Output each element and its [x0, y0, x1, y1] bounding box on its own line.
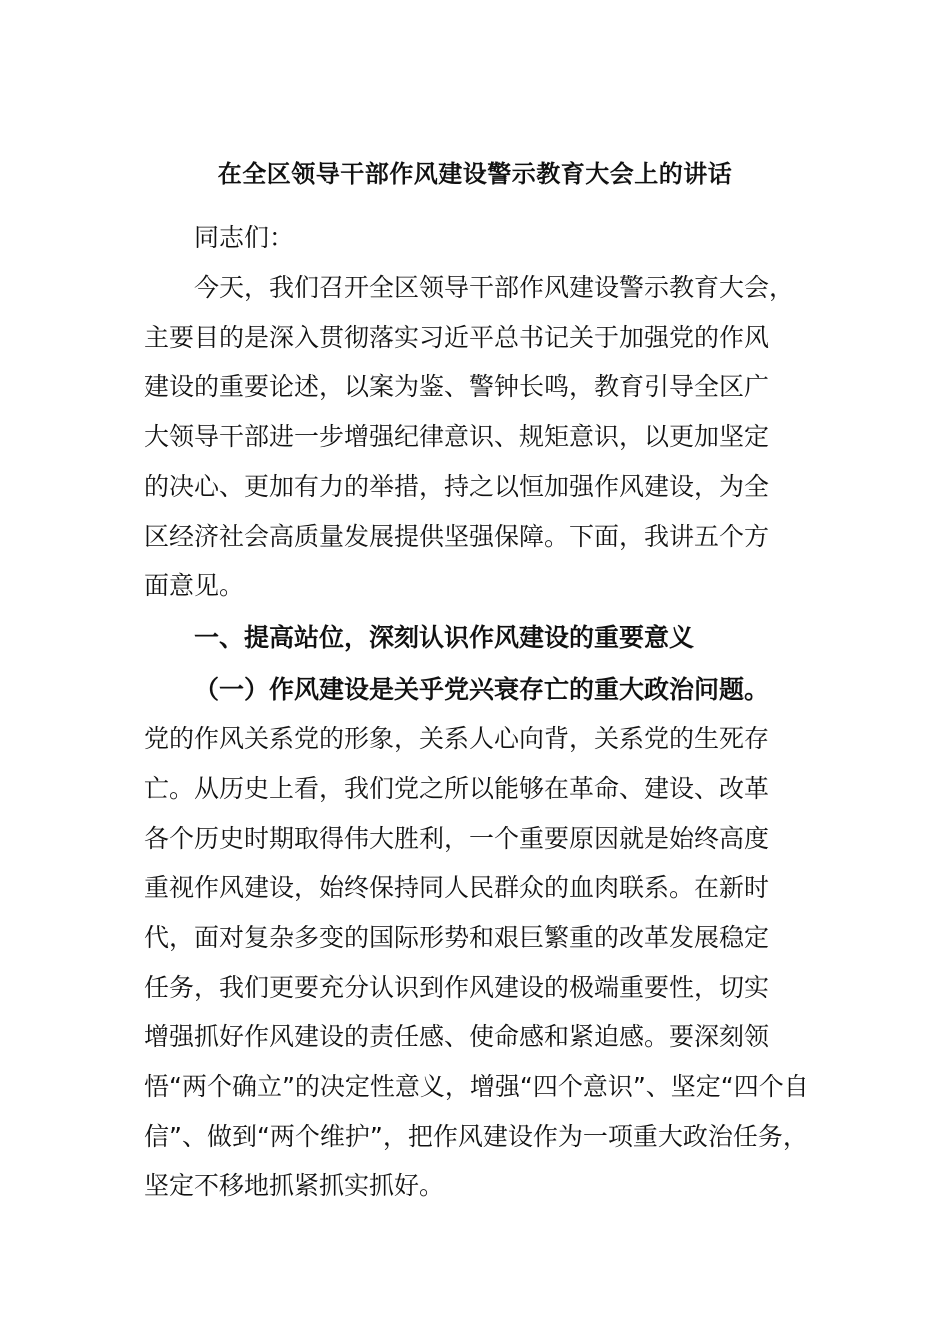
intro-line: 建设的重要论述，以案为鉴、警钟长鸣，教育引导全区广 [144, 372, 770, 401]
intro-line: 区经济社会高质量发展提供坚强保障。下面，我讲五个方 [144, 522, 770, 551]
intro-line: 主要目的是深入贯彻落实习近平总书记关于加强党的作风 [144, 323, 770, 352]
body-line: 悟“两个确立”的决定性意义，增强“四个意识”、坚定“四个自 [144, 1072, 809, 1101]
body-line: 坚定不移地抓紧抓实抓好。 [144, 1171, 445, 1200]
document-title: 在全区领导干部作风建设警示教育大会上的讲话 [217, 160, 733, 188]
body-line: 重视作风建设，始终保持同人民群众的血肉联系。在新时 [144, 873, 770, 902]
intro-line: 面意见。 [144, 571, 245, 600]
intro-line: 大领导干部进一步增强纪律意识、规矩意识，以更加坚定 [144, 422, 770, 451]
body-line: 各个历史时期取得伟大胜利，一个重要原因就是始终高度 [144, 824, 770, 853]
body-line: 亡。从历史上看，我们党之所以能够在革命、建设、改革 [144, 774, 770, 803]
body-line: 代，面对复杂多变的国际形势和艰巨繁重的改革发展稳定 [144, 923, 770, 952]
intro-line: 今天，我们召开全区领导干部作风建设警示教育大会， [194, 273, 795, 302]
body-line: 任务，我们更要充分认识到作风建设的极端重要性，切实 [144, 973, 770, 1002]
body-line: 增强抓好作风建设的责任感、使命感和紧迫感。要深刻领 [144, 1022, 770, 1051]
body-line: 党的作风关系党的形象，关系人心向背，关系党的生死存 [144, 724, 770, 753]
subsection-heading: （一）作风建设是关乎党兴衰存亡的重大政治问题。 [194, 675, 770, 704]
body-line: 信”、做到“两个维护”，把作风建设作为一项重大政治任务， [144, 1122, 808, 1151]
section-heading: 一、提高站位，深刻认识作风建设的重要意义 [194, 623, 695, 652]
salutation: 同志们： [194, 223, 295, 252]
intro-line: 的决心、更加有力的举措，持之以恒加强作风建设，为全 [144, 472, 770, 501]
